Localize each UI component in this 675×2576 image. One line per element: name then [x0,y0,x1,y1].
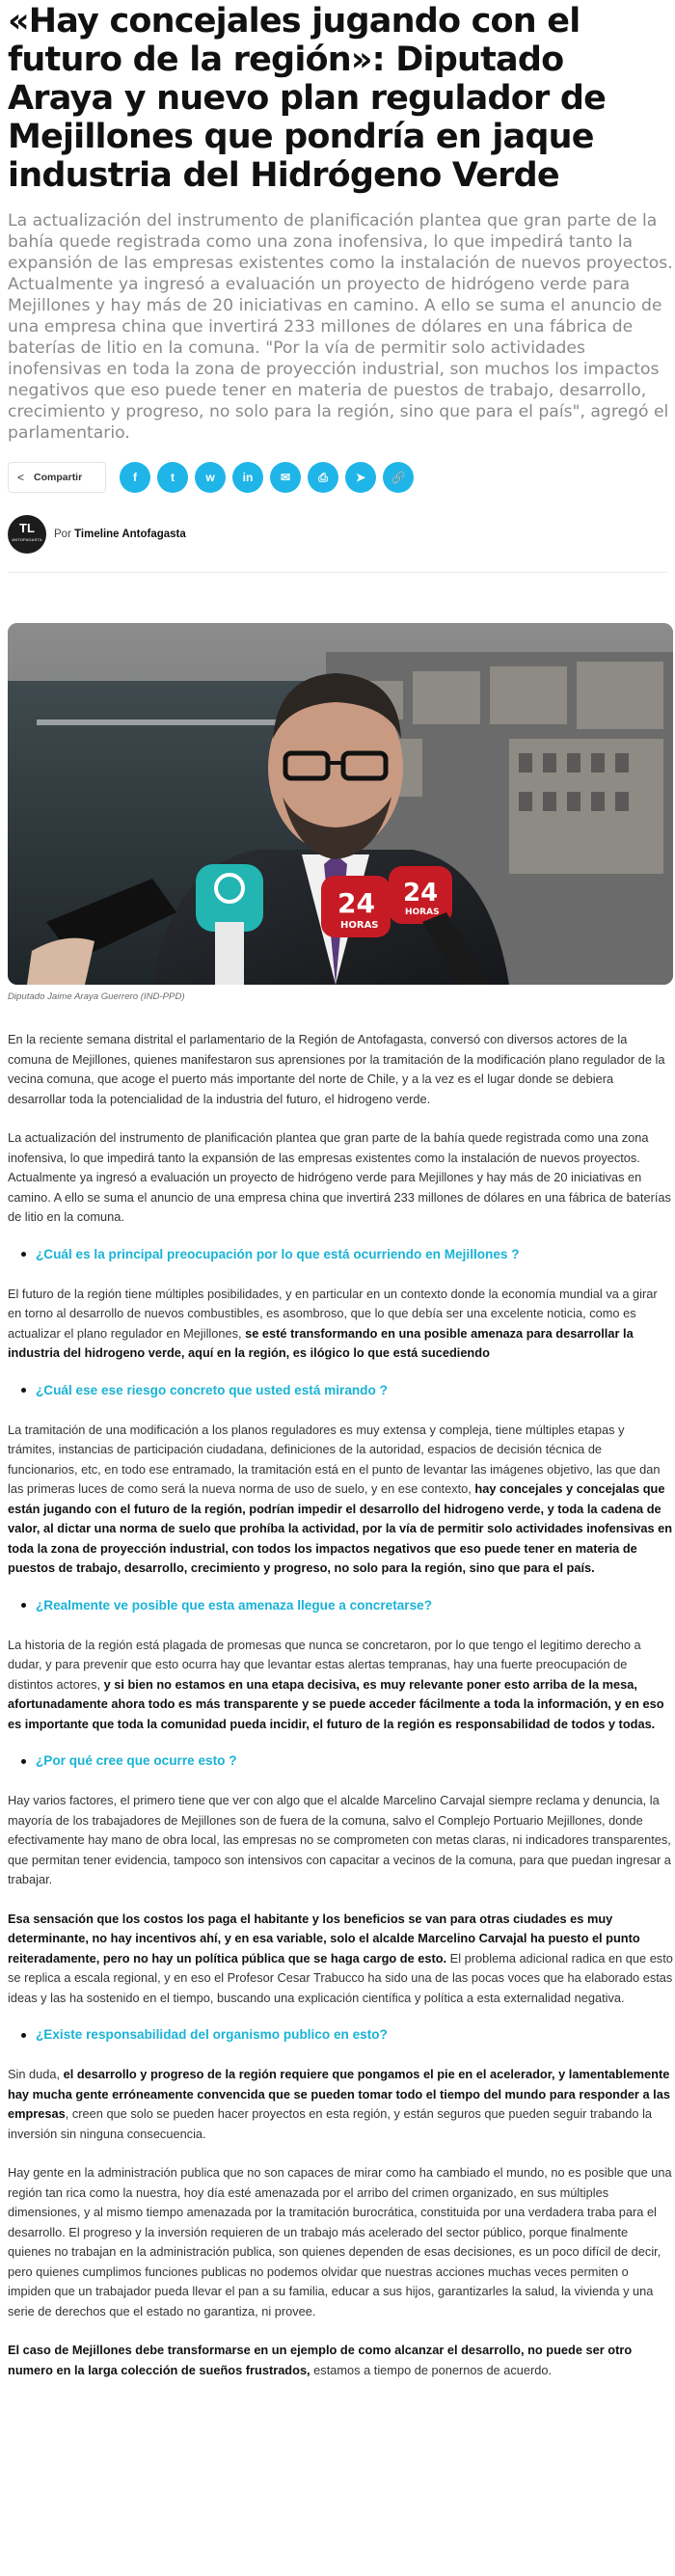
share-label: Compartir [34,472,83,483]
paragraph-bold: se esté transformando en una posible amenaza para desarrollar la industria del hidrogeno verde, aquí en la región, es ilógico lo que está sucediendo [8,1325,634,1360]
paragraph-bold: El caso de Mejillones debe transformarse en un ejemplo de como alcanzar el desarrollo, no puede ser otro numero en la larga colección de sueños frustrados, [8,2343,633,2377]
twitter-icon[interactable]: t [157,462,188,493]
author-prefix: Por [54,529,71,540]
paragraph [8,1421,673,1579]
interview-question [21,1596,673,1615]
bullet-icon [21,1388,26,1393]
paragraph: Hay gente en la administración publica que no son capaces de mirar como ha cambiado el mundo, no es posible que una región tan rica como la nuestra, hoy día esté amenazada por el arribo del crimen organizado, en sus múltiples dimensiones, y al mismo tiempo amenazada por la tramitación burocrática, constituida por una verdadera traba para el desarrollo. El progreso y la inversión requieren de un trabajo más acelerado del sector público, porque finalmente quienes no trabajan en la administración publica, son quienes dependen de esas decisiones, es un poco difícil de decir, pero quienes cumplimos funciones publicas no podemos olvidar que nuestras acciones muchas veces permiten o impiden que un trabajador pueda llevar el pan a su familia, educar a sus hijos, garantizarles la salud, la vivienda y una serie de derechos que el estado no garantiza, ni provee. [8,2165,672,2318]
interview-question [21,1245,673,1264]
paragraph [8,2065,673,2144]
article-hero-image [8,623,673,985]
mic-brand-sub: HORAS [340,920,379,931]
author-byline [8,515,667,554]
avatar[interactable] [8,515,46,554]
avatar-initials: TL [19,521,35,535]
paragraph-text: El futuro de la región tiene múltiples posibilidades, y en particular en un contexto donde la economía mundial va a girar en torno al desarrollo de nuevos combustibles, es asombroso, que lo que debía ser una excelente noticia, como es actualizar el plano regulador en Mejillones, [8,1286,658,1341]
hero-photo [8,623,673,985]
paragraph-bold: hay concejales y concejalas que están jugando con el futuro de la región, podrían impedir el desarrollo del hidrogeno verde, y toda la cadena de valor, al dictar una norma de suelo que prohíba la actividad, por la vía de permitir solo actividades inofensivas en toda la zona de proyección industrial, con todos los impactos negativos que eso puede tener en materia de puestos de trabajo, desarrollo, crecimiento y progreso, no solo para la región, sino que para el país. [8,1481,673,1575]
bullet-icon [21,1759,26,1764]
paragraph-text: La historia de la región está plagada de promesas que nunca se concretaron, por lo que tengo el legitimo derecho a dudar, y para prevenir que esto ocurra hay que levantar estas alertas tempranas, hay una fuerte preocupación de distintos actores, [8,1637,641,1692]
paragraph [8,1285,673,1364]
paragraph-text: La tramitación de una modificación a los planos reguladores es muy extensa y compleja, tiene múltiples etapas y trámites, instancias de participación ciudadana, definiciones de la autoridad, espacios de decisión técnica de funcionarios, etc, en todo ese entramado, la tramitación está en el punto de levantar las imágenes objetivo, las que dan las primeras luces de como será la nueva norma de uso de suelo, y en ese contexto, [8,1422,661,1496]
mic-brand-label-2: 24 [403,879,439,908]
mic-brand-label: 24 [338,887,375,919]
paragraph: La actualización del instrumento de planificación plantea que gran parte de la bahía quede registrada como una zona inofensiva, lo que impedirá tanto la expansión de las empresas existentes como la instalación de nuevos proyectos. Actualmente ya ingresó a evaluación un proyecto de hidrógeno verde para Mejillones y hay más de 20 iniciativas en camino. A ello se suma el anuncio de una empresa china que invertirá 233 millones de dólares en una fábrica de baterías de litio en la comuna. [8,1130,671,1224]
linkedin-icon[interactable]: in [232,462,263,493]
paragraph-bold: Esa sensación que los costos los paga el habitante y los beneficios se van para otras ciudades es muy determinante, no hay incentivos ahí, y en esa variable, solo el alcalde Marcelino Carvajal ha puesto el punto reiteradamente, pero no hay un política pública que se haga cargo de esto. [8,1911,640,1966]
paragraph: Hay varios factores, el primero tiene que ver con algo que el alcalde Marcelino Carvajal siempre reclama y denuncia, la mayoría de los trabajadores de Mejillones son de fuera de la comuna, salvo el Complejo Portuario Mejillones, donde efectivamente hay mano de obra local, las empresas no se comprometen con metas claras, ni indicadores transparentes, que permitan tener evidencia, tampoco son intensivos con capacitar a vecinos de la comuna, para que puedan ingresar a trabajar. [8,1793,671,1886]
print-icon[interactable]: ⎙ [308,462,338,493]
share-icons [120,462,414,493]
author-name-link[interactable]: Timeline Antofagasta [74,529,186,540]
paragraph-bold: y si bien no estamos en una etapa decisiva, es muy relevante poner esto arriba de la mesa, afortunadamente ahora todo es más transparente y se puede acceder fácilmente a toda la información, y en eso es importante que toda la comunidad pueda incidir, el futuro de la región es responsabilidad de todos y todas. [8,1676,664,1731]
bullet-icon [21,1603,26,1608]
whatsapp-icon[interactable]: w [195,462,226,493]
article-lead: La actualización del instrumento de planificación plantea que gran parte de la bahía quede registrada como una zona inofensiva, lo que impedirá tanto la expansión de las empresas existentes como la instalación de nuevos proyectos. Actualmente ya ingresó a evaluación un proyecto de hidrógeno verde para Mejillones y hay más de 20 iniciativas en camino. A ello se suma el anuncio de una empresa china que invertirá 233 millones de dólares en una fábrica de baterías de litio en la comuna. "Por la vía de permitir solo actividades inofensivas en toda la zona de proyección industrial, son muchos los impactos negativos que eso puede tener en materia de puestos de trabajo, desarrollo, crecimiento y progreso, no solo para la región, sino que para el país", agregó el parlamentario. [8,211,673,443]
mic-brand-sub-2: HORAS [405,908,440,917]
article-headline: «Hay concejales jugando con el futuro de la región»: Diputado Araya y nuevo plan regulador de Mejillones que pondría en jaque industria del Hidrógeno Verde [8,2,607,195]
interview-question [21,1751,673,1771]
email-icon[interactable]: ✉ [270,462,301,493]
paragraph-bold: el desarrollo y progreso de la región requiere que pongamos el pie en el acelerador, y lamentablemente hay mucha gente erróneamente convencida que se pueden tomar todo el tiempo del mundo para responder a las empresas [8,2067,670,2121]
interview-question [21,2025,673,2045]
paragraph-text: , creen que solo se pueden hacer proyectos en esta región, y están seguros que pueden seguir trabando la inversión sin ninguna consecuencia. [8,2106,653,2141]
author-text [54,529,186,540]
divider [8,572,667,573]
paragraph-text: El problema adicional radica en que esto se replica a escala regional, y en eso el Profesor Cesar Trabucco ha sido una de las pocas voces que ha elaborado estas ideas y las ha sostenido en el tiempo, buscando una explicación científica y política a esta externalidad negativa. [8,1950,673,2005]
share-icon: < [17,471,25,484]
bullet-icon [21,1252,26,1257]
question-text: ¿Cuál es la principal preocupación por lo que está ocurriendo en Mejillones ? [36,1246,520,1261]
bullet-icon [21,2033,26,2038]
article-body [8,1030,673,2380]
share-bar [8,458,667,497]
avatar-subtitle: ANTOFAGASTA [12,537,42,542]
question-text: ¿Por qué cree que ocurre esto ? [36,1753,237,1768]
interview-question [21,1381,673,1400]
paragraph: En la reciente semana distrital el parlamentario de la Región de Antofagasta, conversó con diversos actores de la comuna de Mejillones, quienes manifestaron sus aprensiones por la tramitación de la modificación plano regulador de la vecina comuna, que acoge el puerto más importante del norte de Chile, y a la vez es el lugar donde se debiera desarrollar toda la potencialidad de la industria del futuro, el hidrogeno verde. [8,1032,665,1106]
paragraph-text: estamos a tiempo de ponernos de acuerdo. [310,2362,553,2377]
telegram-icon[interactable]: ➤ [345,462,376,493]
question-text: ¿Cuál ese ese riesgo concreto que usted está mirando ? [36,1382,388,1397]
paragraph [8,1910,673,2009]
facebook-icon[interactable]: f [120,462,150,493]
copy-link-icon[interactable]: 🔗 [383,462,414,493]
image-caption: Diputado Jaime Araya Guerrero (IND-PPD) [8,991,185,1002]
question-text: ¿Realmente ve posible que esta amenaza llegue a concretarse? [36,1597,432,1613]
paragraph [8,2341,673,2380]
paragraph-text: Sin duda, [8,2067,64,2081]
paragraph [8,1636,673,1735]
share-button[interactable] [8,462,106,493]
question-text: ¿Existe responsabilidad del organismo publico en esto? [36,2027,388,2042]
